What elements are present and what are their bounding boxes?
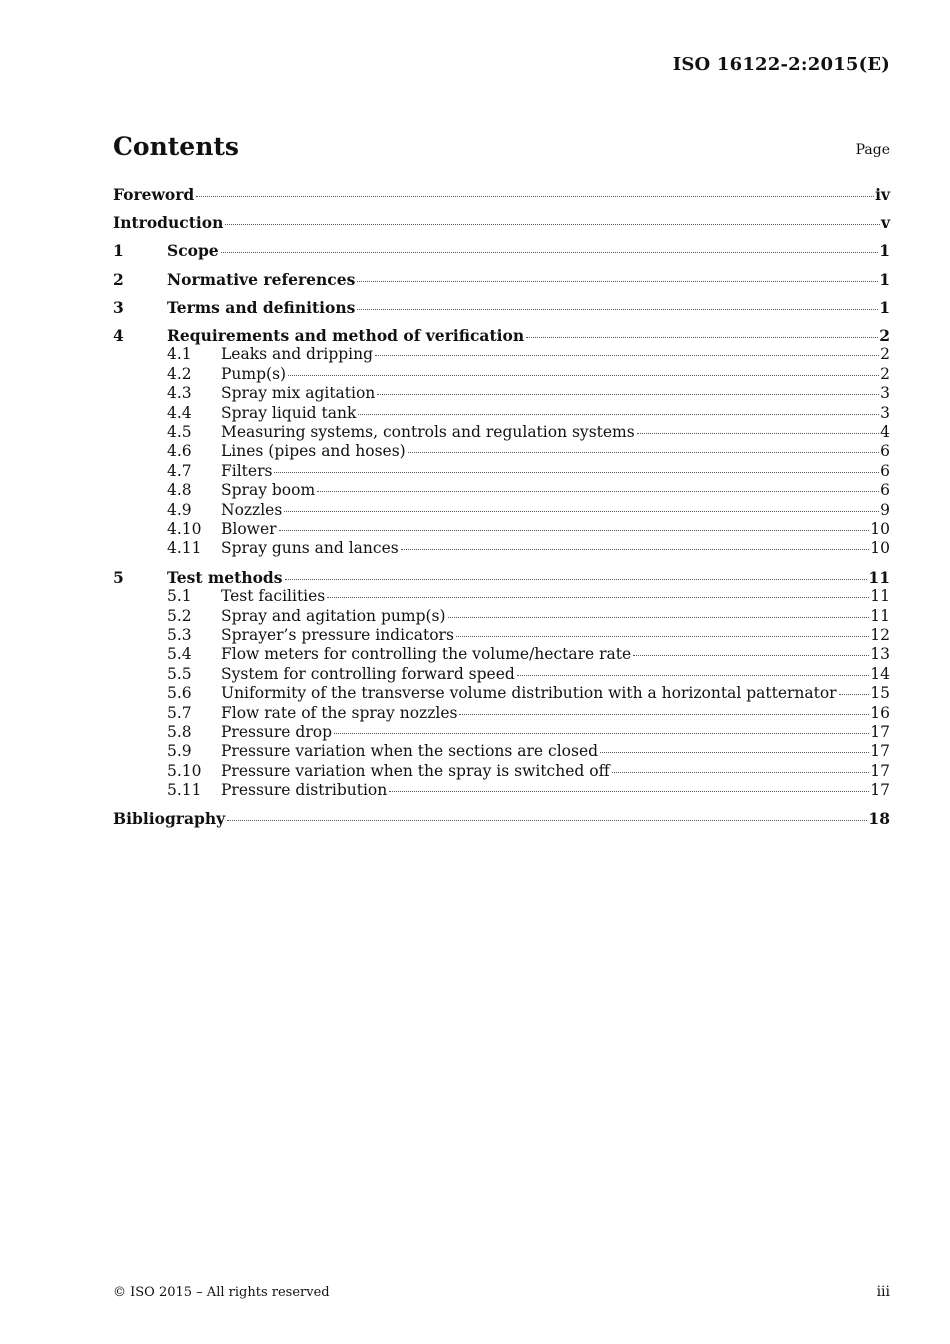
toc-page-number: 16 <box>870 703 890 722</box>
toc-title: Nozzles <box>221 500 283 519</box>
toc-dot-leader <box>448 617 870 618</box>
toc-dot-leader <box>279 530 870 531</box>
toc-page-number: 11 <box>870 587 890 606</box>
toc-dot-leader <box>377 394 879 395</box>
toc-dot-leader <box>358 414 879 415</box>
toc-subentry[interactable] <box>113 462 890 481</box>
toc-page-number: 14 <box>870 664 890 683</box>
toc-number: 5 <box>113 567 124 587</box>
toc-number: 4.4 <box>167 403 192 422</box>
toc-title: Blower <box>221 520 277 539</box>
toc-subentry[interactable] <box>113 587 890 606</box>
toc-dot-leader <box>357 309 878 310</box>
toc-number: 4.5 <box>167 423 192 442</box>
toc-dot-leader <box>526 337 878 338</box>
toc-page-number: 10 <box>870 520 890 539</box>
toc-subentry[interactable] <box>113 442 890 461</box>
toc-dot-leader <box>225 224 880 225</box>
toc-number: 4.10 <box>167 520 202 539</box>
toc-title: Spray guns and lances <box>221 539 399 558</box>
toc-page-number: 13 <box>870 645 890 664</box>
toc-title: Spray and agitation pump(s) <box>221 606 446 625</box>
toc-dot-leader <box>375 355 879 356</box>
toc-dot-leader <box>317 491 879 492</box>
toc-subentry[interactable] <box>113 684 890 703</box>
toc-subentry[interactable] <box>113 501 890 520</box>
toc-title: Spray liquid tank <box>221 403 357 422</box>
toc-subentry[interactable] <box>113 704 890 723</box>
toc-subentry[interactable] <box>113 645 890 664</box>
table-of-contents <box>113 185 890 829</box>
toc-subentry[interactable] <box>113 520 890 539</box>
toc-entry[interactable] <box>113 809 890 828</box>
toc-title: Spray mix agitation <box>221 384 376 403</box>
toc-dot-leader <box>839 694 870 695</box>
toc-entry[interactable] <box>113 185 890 204</box>
toc-dot-leader <box>456 636 869 637</box>
toc-title: System for controlling forward speed <box>221 664 515 683</box>
toc-page-number: v <box>880 213 890 233</box>
toc-page-number: 6 <box>880 481 890 500</box>
toc-page-number: 18 <box>868 809 890 829</box>
toc-page-number: 17 <box>870 722 890 741</box>
contents-heading: Contents <box>113 132 240 161</box>
toc-page-number: 1 <box>879 269 890 289</box>
toc-number: 4.8 <box>167 481 192 500</box>
toc-number: 2 <box>113 269 124 289</box>
toc-page-number: 11 <box>870 606 890 625</box>
toc-dot-leader <box>288 375 879 376</box>
toc-page-number: 17 <box>870 742 890 761</box>
toc-number: 4.7 <box>167 461 192 480</box>
footer-copyright: © ISO 2015 – All rights reserved <box>113 1285 330 1300</box>
toc-number: 5.5 <box>167 664 192 683</box>
footer-page-number: iii <box>876 1284 890 1300</box>
toc-subentry[interactable] <box>113 365 890 384</box>
toc-title: Pressure variation when the spray is switched off <box>221 761 610 780</box>
toc-title: Requirements and method of verification <box>167 326 525 346</box>
toc-subentry[interactable] <box>113 781 890 800</box>
toc-title: Terms and definitions <box>167 297 356 317</box>
toc-number: 5.9 <box>167 742 192 761</box>
toc-title: Bibliography <box>113 809 226 829</box>
toc-page-number: 6 <box>880 461 890 480</box>
toc-title: Flow meters for controlling the volume/hectare rate <box>221 645 632 664</box>
toc-entry[interactable] <box>113 298 890 317</box>
toc-title: Normative references <box>167 269 356 289</box>
toc-subentry[interactable] <box>113 665 890 684</box>
toc-page-number: 1 <box>879 297 890 317</box>
toc-number: 5.4 <box>167 645 192 664</box>
toc-title: Sprayer’s pressure indicators <box>221 625 454 644</box>
toc-dot-leader <box>327 597 869 598</box>
toc-subentry[interactable] <box>113 762 890 781</box>
toc-number: 4.2 <box>167 364 192 383</box>
toc-subentry[interactable] <box>113 345 890 364</box>
toc-number: 4 <box>113 326 124 346</box>
toc-number: 5.1 <box>167 587 192 606</box>
toc-title: Uniformity of the transverse volume distribution with a horizontal patternator <box>221 684 837 703</box>
toc-number: 5.2 <box>167 606 192 625</box>
toc-number: 3 <box>113 297 124 317</box>
toc-entry[interactable] <box>113 213 890 232</box>
toc-page-number: 11 <box>868 567 890 587</box>
toc-subentry[interactable] <box>113 481 890 500</box>
toc-page-number: 3 <box>880 403 890 422</box>
toc-number: 4.11 <box>167 539 202 558</box>
toc-page-number: 1 <box>879 241 890 261</box>
toc-number: 4.3 <box>167 384 192 403</box>
toc-page-number: 15 <box>870 684 890 703</box>
toc-page-number: 4 <box>880 423 890 442</box>
toc-page-number: 12 <box>870 625 890 644</box>
toc-dot-leader <box>284 511 879 512</box>
toc-number: 4.1 <box>167 345 192 364</box>
toc-page-number: 9 <box>880 500 890 519</box>
toc-number: 5.7 <box>167 703 192 722</box>
toc-subentry[interactable] <box>113 539 890 558</box>
toc-title: Scope <box>167 241 219 261</box>
document-id: ISO 16122-2:2015(E) <box>672 54 890 75</box>
toc-page-number: 3 <box>880 384 890 403</box>
toc-dot-leader <box>633 655 869 656</box>
toc-subentry[interactable] <box>113 742 890 761</box>
toc-page-number: 6 <box>880 442 890 461</box>
toc-title: Flow rate of the spray nozzles <box>221 703 458 722</box>
toc-subentry[interactable] <box>113 626 890 645</box>
toc-dot-leader <box>600 752 869 753</box>
toc-subentry[interactable] <box>113 607 890 626</box>
toc-dot-leader <box>285 579 868 580</box>
toc-number: 1 <box>113 241 124 261</box>
toc-title: Pressure drop <box>221 722 332 741</box>
toc-entry[interactable] <box>113 270 890 289</box>
toc-title: Test methods <box>167 567 283 587</box>
toc-title: Pump(s) <box>221 364 287 383</box>
toc-title: Lines (pipes and hoses) <box>221 442 406 461</box>
toc-page-number: 2 <box>879 326 890 346</box>
toc-dot-leader <box>517 675 869 676</box>
toc-page-number: 17 <box>870 781 890 800</box>
toc-dot-leader <box>389 791 869 792</box>
toc-page-number: 2 <box>880 345 890 364</box>
toc-dot-leader <box>459 714 869 715</box>
page-column-label: Page <box>855 142 890 158</box>
toc-dot-leader <box>227 820 867 821</box>
toc-title: Test facilities <box>221 587 326 606</box>
toc-title: Leaks and dripping <box>221 345 374 364</box>
toc-dot-leader <box>408 452 879 453</box>
toc-number: 5.11 <box>167 781 202 800</box>
toc-dot-leader <box>334 733 869 734</box>
toc-entry[interactable] <box>113 326 890 345</box>
toc-subentry[interactable] <box>113 384 890 403</box>
toc-dot-leader <box>196 196 874 197</box>
toc-number: 4.6 <box>167 442 192 461</box>
toc-entry[interactable] <box>113 568 890 587</box>
toc-page-number: 10 <box>870 539 890 558</box>
toc-title: Pressure distribution <box>221 781 388 800</box>
toc-title: Spray boom <box>221 481 316 500</box>
toc-title: Filters <box>221 461 273 480</box>
toc-page-number: 17 <box>870 761 890 780</box>
toc-number: 5.3 <box>167 625 192 644</box>
toc-number: 5.8 <box>167 722 192 741</box>
toc-title: Introduction <box>113 213 224 233</box>
toc-subentry[interactable] <box>113 423 890 442</box>
toc-dot-leader <box>221 252 879 253</box>
toc-number: 5.6 <box>167 684 192 703</box>
toc-dot-leader <box>357 281 878 282</box>
toc-page-number: iv <box>875 185 890 204</box>
toc-dot-leader <box>401 549 870 550</box>
toc-number: 5.10 <box>167 761 202 780</box>
toc-dot-leader <box>612 772 870 773</box>
toc-title: Pressure variation when the sections are closed <box>221 742 599 761</box>
toc-title: Foreword <box>113 185 195 204</box>
toc-page-number: 2 <box>880 364 890 383</box>
toc-subentry[interactable] <box>113 404 890 423</box>
toc-title: Measuring systems, controls and regulation systems <box>221 423 635 442</box>
toc-dot-leader <box>637 433 879 434</box>
toc-entry[interactable] <box>113 241 890 260</box>
toc-dot-leader <box>274 472 879 473</box>
toc-subentry[interactable] <box>113 723 890 742</box>
toc-number: 4.9 <box>167 500 192 519</box>
